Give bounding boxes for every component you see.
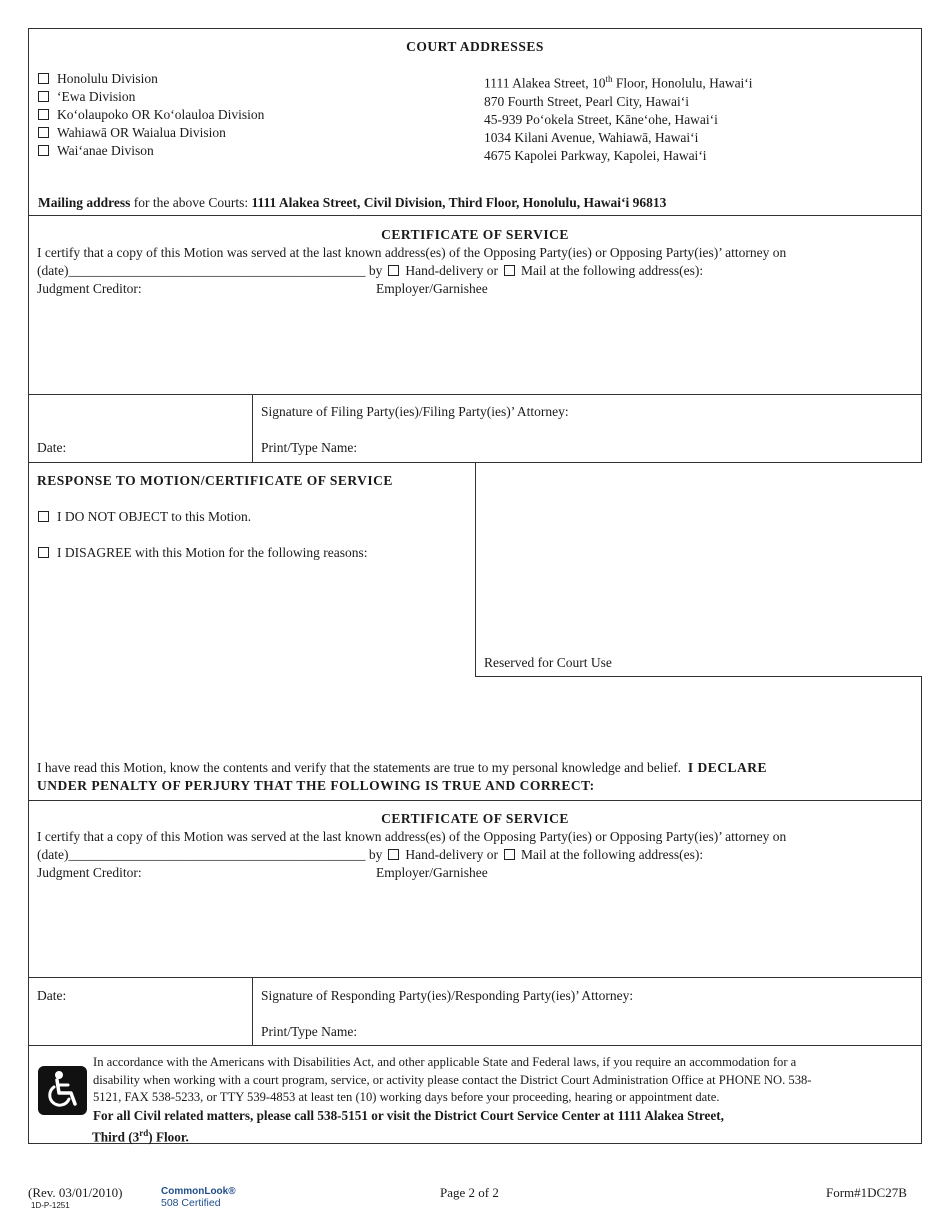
- 508-certified-label: 508 Certified: [161, 1197, 221, 1209]
- address-wahiawa: 1034 Kilani Avenue, Wahiawā, Hawaiʻi: [484, 129, 699, 145]
- wheelchair-icon: [38, 1066, 87, 1115]
- checkbox[interactable]: [38, 91, 49, 102]
- sig2-print-label: Print/Type Name:: [261, 1024, 358, 1039]
- checkbox[interactable]: [38, 73, 49, 84]
- form-number: Form#1DC27B: [826, 1185, 907, 1200]
- court-addresses-title: COURT ADDRESSES: [406, 39, 544, 54]
- ada-line: In accordance with the Americans with Disabilities Act, and other applicable State and Federal laws, if you require an accommodation for a: [93, 1055, 797, 1069]
- checkbox[interactable]: [38, 145, 49, 156]
- cert2-title: CERTIFICATE OF SERVICE: [381, 811, 569, 826]
- declaration-line1: I have read this Motion, know the contents and verify that the statements are true to my personal knowledge and belief. I DECLARE: [37, 760, 767, 775]
- top-border: [28, 28, 922, 29]
- division-ewa[interactable]: ʻEwa Division: [38, 88, 264, 106]
- date-blank[interactable]: (date)____________________________________________ by: [37, 847, 383, 862]
- disagree-option[interactable]: I DISAGREE with this Motion for the following reasons:: [38, 544, 367, 562]
- cert1-date-line: (date)____________________________________________ by Hand-delivery or Mail at the following address(es):: [37, 263, 704, 278]
- ada-civil-line: For all Civil related matters, please call 538-5151 or visit the District Court Service Center at 1111 Alakea Street,: [93, 1107, 724, 1123]
- form-code: 1D-P-1251: [31, 1201, 70, 1210]
- divider: [252, 977, 253, 1045]
- divider: [28, 800, 922, 801]
- divider: [475, 462, 476, 677]
- checkbox[interactable]: [38, 109, 49, 120]
- ada-floor-line: Third (3rd) Floor.: [92, 1128, 189, 1145]
- address-koolaupoko: 45-939 Poʻokela Street, Kāneʻohe, Hawaiʻi: [484, 111, 718, 127]
- cert2-employer-label: Employer/Garnishee: [376, 865, 488, 880]
- cert1-statement: I certify that a copy of this Motion was served at the last known address(es) of the Opposing Party(ies) or Opposing Party(ies)’ attorney on: [37, 245, 787, 260]
- date-blank[interactable]: (date)____________________________________________ by: [37, 263, 383, 278]
- divider: [28, 1045, 922, 1046]
- ada-line: 5121, FAX 538-5233, or TTY 539-4853 at least ten (10) working days before your proceeding, hearing or appointment date.: [93, 1090, 720, 1104]
- division-koolaupoko[interactable]: Koʻolaupoko OR Koʻolauloa Division: [38, 106, 264, 124]
- address-list: [484, 70, 753, 165]
- cert1-title: CERTIFICATE OF SERVICE: [381, 227, 569, 242]
- reserved-court-use: Reserved for Court Use: [484, 655, 612, 670]
- ada-line: disability when working with a court program, service, or activity please contact the District Court Administration Office at PHONE NO. 538-: [93, 1072, 812, 1087]
- mail-checkbox[interactable]: [504, 849, 515, 860]
- division-list: [38, 70, 264, 160]
- address-honolulu: 1111 Alakea Street, 10th Floor, Honolulu, Hawaiʻi: [484, 74, 753, 91]
- revision-date: (Rev. 03/01/2010): [28, 1185, 123, 1200]
- hand-delivery-checkbox[interactable]: [388, 265, 399, 276]
- declaration-line2: UNDER PENALTY OF PERJURY THAT THE FOLLOWING IS TRUE AND CORRECT:: [37, 778, 595, 793]
- right-border-bottom: [921, 676, 922, 1144]
- sig1-signature-label: Signature of Filing Party(ies)/Filing Party(ies)’ Attorney:: [261, 404, 569, 419]
- division-wahiawa[interactable]: Wahiawā OR Waialua Division: [38, 124, 264, 142]
- sig2-date-label: Date:: [37, 988, 67, 1003]
- address-ewa: 870 Fourth Street, Pearl City, Hawaiʻi: [484, 93, 689, 109]
- cert2-date-line: (date)____________________________________________ by Hand-delivery or Mail at the following address(es):: [37, 847, 704, 862]
- mail-checkbox[interactable]: [504, 265, 515, 276]
- divider: [252, 394, 253, 462]
- page-number: Page 2 of 2: [440, 1185, 499, 1200]
- cert1-creditor-label: Judgment Creditor:: [37, 281, 142, 296]
- checkbox[interactable]: [38, 511, 49, 522]
- right-border-top: [921, 28, 922, 462]
- mailing-address: Mailing address for the above Courts: 1111 Alakea Street, Civil Division, Third Floor, Honolulu, Hawaiʻi 96813: [38, 195, 667, 210]
- checkbox[interactable]: [38, 547, 49, 558]
- cert2-statement: I certify that a copy of this Motion was served at the last known address(es) of the Opposing Party(ies) or Opposing Party(ies)’ attorney on: [37, 829, 787, 844]
- divider: [28, 394, 922, 395]
- division-honolulu[interactable]: Honolulu Division: [38, 70, 264, 88]
- divider: [28, 977, 922, 978]
- divider: [28, 215, 922, 216]
- divider: [475, 676, 922, 677]
- cert1-employer-label: Employer/Garnishee: [376, 281, 488, 296]
- division-waianae[interactable]: Waiʻanae Divison: [38, 142, 264, 160]
- sig2-signature-label: Signature of Responding Party(ies)/Responding Party(ies)’ Attorney:: [261, 988, 634, 1003]
- commonlook-logo: CommonLook®: [161, 1186, 236, 1197]
- sig1-date-label: Date:: [37, 440, 67, 455]
- response-title: RESPONSE TO MOTION/CERTIFICATE OF SERVICE: [37, 473, 393, 488]
- checkbox[interactable]: [38, 127, 49, 138]
- no-object-option[interactable]: I DO NOT OBJECT to this Motion.: [38, 508, 251, 526]
- ada-notice: [93, 1054, 812, 1124]
- address-waianae: 4675 Kapolei Parkway, Kapolei, Hawaiʻi: [484, 147, 707, 163]
- hand-delivery-checkbox[interactable]: [388, 849, 399, 860]
- cert2-creditor-label: Judgment Creditor:: [37, 865, 142, 880]
- sig1-print-label: Print/Type Name:: [261, 440, 358, 455]
